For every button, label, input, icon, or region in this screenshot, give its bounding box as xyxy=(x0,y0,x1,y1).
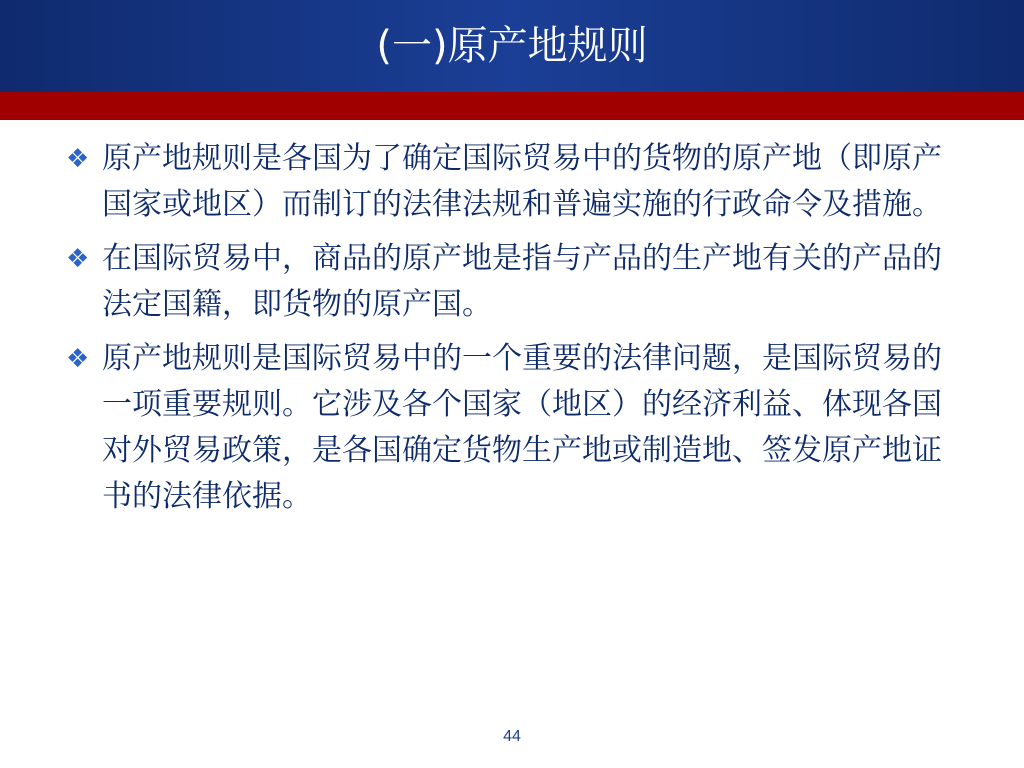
page-number: 44 xyxy=(503,728,521,745)
bullet-item xyxy=(64,336,964,520)
diamond-bullet-icon: ❖ xyxy=(66,144,90,174)
slide-content xyxy=(64,136,964,528)
bullet-text: 原产地规则是各国为了确定国际贸易中的货物的原产地（即原产国家或地区）而制订的法律法规和普遍实施的行政命令及措施。 xyxy=(102,141,942,222)
diamond-bullet-icon: ❖ xyxy=(66,344,90,374)
bullet-item xyxy=(64,236,964,328)
diamond-bullet-icon: ❖ xyxy=(66,244,90,274)
bullet-text: 在国际贸易中，商品的原产地是指与产品的生产地有关的产品的法定国籍，即货物的原产国。 xyxy=(102,241,942,322)
slide-title: (一)原产地规则 xyxy=(376,23,648,69)
bullet-text: 原产地规则是国际贸易中的一个重要的法律问题，是国际贸易的一项重要规则。它涉及各个国家（地区）的经济利益、体现各国对外贸易政策，是各国确定货物生产地或制造地、签发原产地证书的法律依据。 xyxy=(102,341,942,514)
header-stripe xyxy=(0,92,1024,120)
bullet-item xyxy=(64,136,964,228)
title-bar xyxy=(0,0,1024,92)
